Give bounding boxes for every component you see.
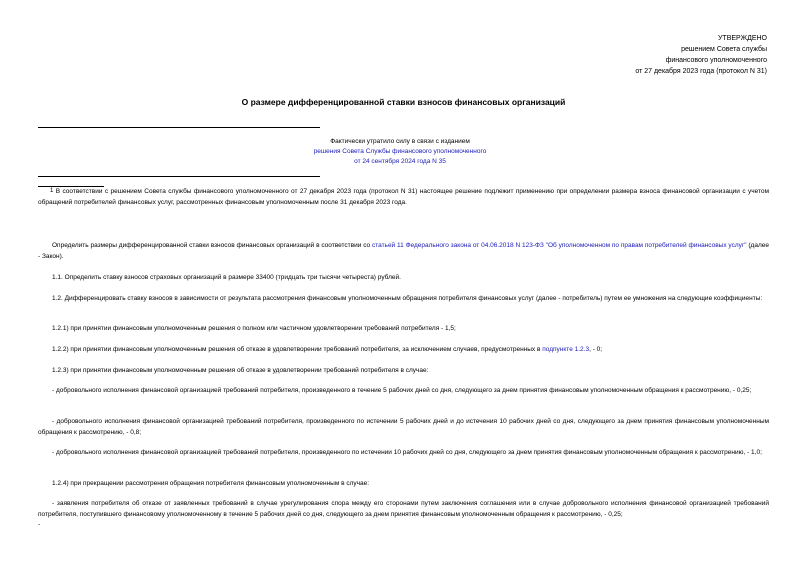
intro-text-end: (далее - Закон). bbox=[38, 242, 769, 260]
approval-line: решением Совета службы bbox=[681, 46, 767, 53]
bullet-item: - заявления потребителя об отказе от заявленных требований в случае урегулирования спора между его сторонами путем заключения соглашения или в случае добровольного исполнения финансовой организацией требований потребителя, поступившего финансовому уполномоченному в течение 5 рабочих дней со дня, следующего за днем принятия финансовым уполномоченным обращения к рассмотрению, - 0,25; bbox=[38, 500, 769, 518]
law-article-link[interactable]: статьей 11 Федерального закона от 04.06.2018 N 123-ФЗ "Об уполномоченном по правам потребителей финансовых услуг" bbox=[371, 242, 747, 249]
divider-top bbox=[38, 127, 320, 128]
footnote-mark: 1 bbox=[50, 188, 54, 194]
approval-date: от 27 декабря 2023 года (протокол N 31) bbox=[635, 68, 767, 75]
lapse-text: Фактически утратило силу в связи с изданием bbox=[330, 138, 470, 145]
paragraph-1-1: 1.1. Определить ставку взносов страховых организаций в размере 33400 (тридцать три тысячи четыреста) рублей. bbox=[52, 274, 401, 281]
intro-paragraph bbox=[38, 240, 769, 262]
approval-heading: УТВЕРЖДЕНО bbox=[717, 35, 767, 42]
bullet-item: - добровольного исполнения финансовой организацией требований потребителя, произведенного по истечении 10 рабочих дней со дня, следующего за днем принятия финансовым уполномоченным обращения к рассмотрению, - 1,0; bbox=[52, 449, 762, 456]
paragraph-1-2-4: 1.2.4) при прекращении рассмотрения обращения потребителя финансовым уполномоченным в случае: bbox=[52, 480, 370, 487]
footnote-paragraph bbox=[38, 186, 769, 208]
bullet-item: - добровольного исполнения финансовой организацией требований потребителя, произведенного в течение 5 рабочих дней со дня, следующего за днем принятия финансовым уполномоченным обращения к рассмотрению, - 0,25; bbox=[52, 387, 752, 394]
document-title: О размере дифференцированной ставки взносов финансовых организаций bbox=[241, 97, 566, 107]
lapse-link[interactable]: решения Совета Службы финансового уполномоченного bbox=[313, 148, 487, 155]
lapse-notice bbox=[180, 137, 620, 167]
paragraph-text-end: , - 0; bbox=[589, 346, 603, 353]
bullet-item: - bbox=[38, 521, 41, 528]
approval-line: финансового уполномоченного bbox=[665, 57, 767, 64]
lapse-link-date[interactable]: от 24 сентября 2024 года N 35 bbox=[354, 158, 446, 165]
footnote-text: В соответствии с решением Совета службы финансового уполномоченного от 27 декабря 2023 года (протокол N 31) настоящее решение подлежит применению при определении размера взноса финансовой организации с учетом обращений потребителей финансовых услуг, рассмотренных финансовым уполномоченным после 31 декабря 2023 года. bbox=[38, 188, 770, 206]
paragraph-1-2-3: 1.2.3) при принятии финансовым уполномоченным решения об отказе в удовлетворении требований потребителя в случае: bbox=[52, 367, 429, 374]
paragraph-text: 1.2.2) при принятии финансовым уполномоченным решения об отказе в удовлетворении требований потребителя, за исключением случаев, предусмотренных в bbox=[52, 346, 543, 353]
bullet-item: - добровольного исполнения финансовой организацией требований потребителя, произведенного по истечении 5 рабочих дней и до истечения 10 рабочих дней со дня, следующего за днем принятия финансовым уполномоченным обращения к рассмотрению, - 0,8; bbox=[38, 418, 769, 436]
intro-text: Определить размеры дифференцированной ставки взносов финансовых организаций в соответствии со bbox=[52, 242, 372, 249]
subparagraph-link[interactable]: подпункте 1.2.3 bbox=[542, 346, 590, 353]
divider-bottom bbox=[38, 176, 320, 177]
approval-block bbox=[547, 33, 767, 77]
paragraph-1-2: 1.2. Дифференцировать ставку взносов в зависимости от результата рассмотрения финансовым уполномоченным обращения потребителя финансовых услуг (далее - потребитель) путем ее умножения на следующие коэффициенты: bbox=[52, 295, 763, 302]
paragraph-1-2-1: 1.2.1) при принятии финансовым уполномоченным решения о полном или частичном удовлетворении требований потребителя - 1,5; bbox=[52, 325, 456, 332]
paragraph-1-2-2 bbox=[38, 344, 769, 355]
